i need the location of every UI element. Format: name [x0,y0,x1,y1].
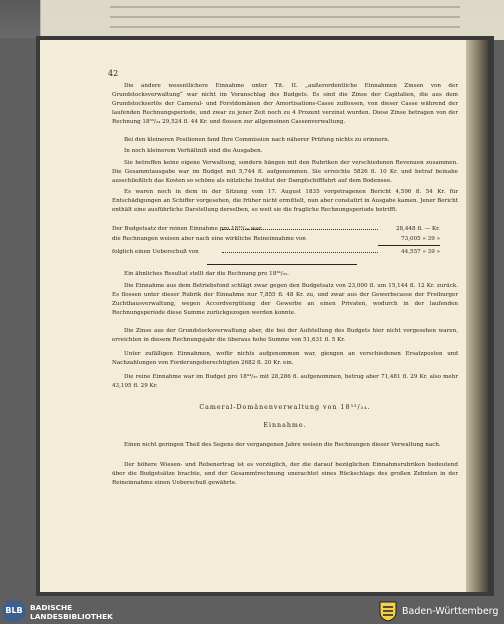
sum-rule [378,245,440,246]
previous-page-text-line [110,16,460,18]
account-line-label: folglich einen Ueberschuß von [112,249,199,255]
leader-dots [222,229,378,230]
paragraph: Die reine Einnahme war im Budget pro 18³⁴/₃₅ mit 28,286 fl. aufgenommen, betrug aber 71,481 fl. 29 Kr. also mehr 43,195 fl. 29 Kr. [112,374,458,389]
account-line-amount: 44,557 » 39 » [401,249,440,255]
book-spine [466,40,488,592]
page-number: 42 [108,69,119,78]
account-line-total [112,248,458,257]
previous-page-text-line [110,6,460,8]
account-line-amount: 73,005 » 39 » [401,236,440,242]
page-content [108,69,458,570]
paragraph: Die Zinse aus der Grundstocksverwaltung aber, die bei der Aufstellung des Budgets hier nicht vorgesehen waren, erreichten in diesem Rechnungsjahr die überaus hohe Summe von 51,631 fl. 5 Kr. [112,328,458,343]
leader-dots [222,252,378,253]
blb-name-line: LANDESBIBLIOTHEK [30,612,113,621]
blb-logo: BLB [2,600,26,622]
previous-page-text-line [110,26,460,28]
blb-name [30,603,113,621]
section-heading: Cameral-Domänenverwaltung von 18³³/₃₄. [199,404,371,411]
blb-name-line: BADISCHE [30,603,73,612]
paragraph: Einen nicht geringen Theil des Segens der vergangenen Jahre weisen die Rechnungen dieser Verwaltung nach. [124,442,441,448]
baden-wuerttemberg-label: Baden-Württemberg [402,606,499,617]
paragraph: Die Einnahme aus dem Betriebsfond schlägt zwar gegen den Budgetsatz von 23,000 fl. um 15,144 fl. 12 Kr. zurück. Es flossen unter dieser Rubrik der Einnahme nur 7,855 fl. 48 Kr. zu, und zwar aus der Gewerbscasse der Freiburger Zuchthausverwaltung, wegen Accordvergütung der Gewerbe an einen Privaten, wodurch in der laufenden Rechnungsperiode diese Summe zurückgezogen werden konnte. [112,283,458,316]
account-line [112,225,458,234]
section-separator [207,264,357,265]
paragraph: In noch kleinerem Verhältniß sind die Ausgaben. [124,148,263,154]
paragraph: Unter zufälligen Einnahmen, wofür nichts aufgenommen war, giengen an verschiedenen Ersatzposten und Nachzahlungen von Forderungsberechtigten 2682 fl. 20 Kr. ein. [112,351,458,366]
paragraph: Die andere wesentlichere Einnahme unter Tit. II. „außerordentliche Einnahmen Zinsen von der Grundstocksverwaltung“ war nicht im Voranschlag des Budgets. Es sind die Zinse der Capitalien, die aus dem Grundstockserlös der Cameral- und Forstdomänen der Amortisations-Casse zuflossen, von dieser Casse während der laufenden Rechnungsperiode, und zwar zu jener Zeit noch zu 4 Prozent verzinst wurden. Diese Zinse betragen von der Rechnung 18³³/₃₄ 29,524 fl. 44 Kr. und flossen zur allgemeinen Cassenverwaltung. [112,83,458,125]
account-line-amount: 28,448 fl. — Kr. [395,226,440,232]
coat-of-arms-icon [378,600,398,622]
paragraph: Es waren noch in dem in der Sitzung vom 17. August 1835 vorgetragenen Bericht 4,596 fl. 54 Kr. für Entschädigungen an Schiffer vorgesehen, die früher nicht ermittelt, nun aber constatirt in Ausgabe kamen. Jener Bericht enthält eine ausführliche Darstellung derselben, so weit sie die fragliche Rechnungsperiode betrifft. [112,189,458,213]
account-line [112,235,458,244]
paragraph: Der höhere Wiesen- und Rebenertrag ist es vorzüglich, der die darauf bezüglichen Einnahmsrubriken bedeutend über die Budgetsätze brachte, und der Gesammtrechnung unerachtet eines Rückschlags des großen Zehnten in der Reineinnahme einen Ueberschuß gewährte. [112,462,458,486]
subsection-heading: Einnahme. [263,422,307,429]
paragraph: Bei den kleineren Positionen fand Ihre Commission nach näherer Prüfung nichts zu erinnern. [124,137,390,143]
previous-page-edge [0,0,504,40]
account-line-label: Der Budgetsatz der reinen Einnahme pro 18³³/₃₄ war [112,226,262,232]
scanned-page [40,40,488,592]
paragraph: Ein ähnliches Resultat stellt dar die Rechnung pro 18³⁴/₃₅. [124,271,289,277]
account-line-label: die Rechnungen weisen aber nach eine wirkliche Reineinnahme von [112,236,306,242]
paragraph: Sie betreffen keine eigene Verwaltung, sondern hängen mit den Rubriken der verschiedenen Revenuen zusammen. Die Gesammtausgabe war im Budget mit 5,744 fl. aufgenommen. Sie erreichte 5826 fl. 10 Kr. und betraf beinahe ausschließlich das Kosten so schöne als nützliche Institut der Dampfschifffahrt auf dem Bodensee. [112,160,458,184]
